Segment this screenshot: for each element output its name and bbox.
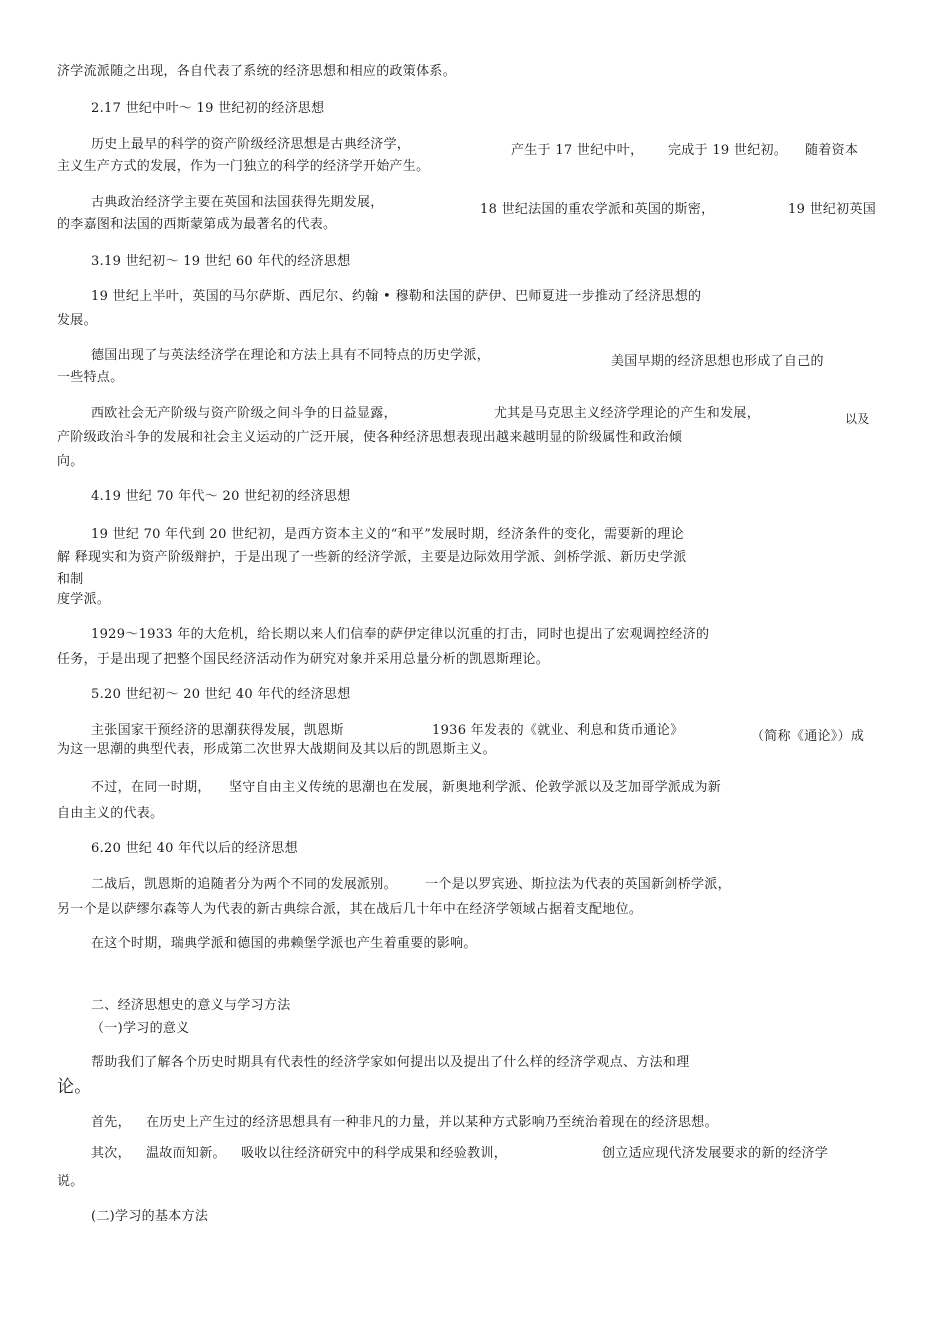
s2-p2-line2: 的李嘉图和法国的西斯蒙第成为最著名的代表。 bbox=[57, 217, 337, 232]
s5-p1-line1-c: （简称《通论》）成 bbox=[751, 729, 865, 744]
s6-p1-line1-a: 二战后，凯恩斯的追随者分为两个不同的发展派别。 bbox=[91, 877, 397, 892]
s5-p1-line1-b: 1936 年发表的《就业、利息和货币通论》 bbox=[432, 723, 684, 738]
s4-p1-line2: 解 释现实和为资产阶级辩护，于是出现了一些新的经济学派，主要是边际效用学派、剑桥学派、新历史学派 bbox=[57, 550, 687, 565]
part2-p2-a: 首先， bbox=[91, 1115, 131, 1130]
s2-p1-line1-b: 产生于 17 世纪中叶， bbox=[511, 143, 644, 158]
s3-p2-line1-b: 美国早期的经济思想也形成了自己的 bbox=[611, 354, 824, 369]
part2-sub2: (二)学习的基本方法 bbox=[91, 1209, 209, 1224]
s3-p3-line1-a: 西欧社会无产阶级与资产阶级之间斗争的日益显露， bbox=[91, 406, 397, 421]
s3-p3-line3: 向。 bbox=[57, 454, 84, 469]
s3-p1-line1: 19 世纪上半叶，英国的马尔萨斯、西尼尔、约翰 • 穆勒和法国的萨伊、巴师夏进一步推动了经济思想的 bbox=[91, 289, 702, 304]
s5-p2-line1-b: 坚守自由主义传统的思潮也在发展，新奥地利学派、伦敦学派以及芝加哥学派成为新 bbox=[229, 780, 722, 795]
part2-sub1: （一)学习的意义 bbox=[91, 1021, 190, 1036]
s4-p1-line4: 度学派。 bbox=[57, 592, 111, 607]
s3-p3-line1-b: 尤其是马克思主义经济学理论的产生和发展， bbox=[494, 406, 761, 421]
part2-p3-c: 吸收以往经济研究中的科学成果和经验教训， bbox=[241, 1146, 508, 1161]
part2-p3-a: 其次， bbox=[91, 1146, 131, 1161]
s2-p2-line1-a: 古典政治经济学主要在英国和法国获得先期发展， bbox=[91, 195, 384, 210]
s3-p1-line2: 发展。 bbox=[57, 313, 97, 328]
section-heading-6: 6.20 世纪 40 年代以后的经济思想 bbox=[91, 841, 298, 856]
part2-heading: 二、经济思想史的意义与学习方法 bbox=[91, 998, 291, 1013]
part2-p3-b: 温故而知新。 bbox=[146, 1146, 226, 1161]
s2-p2-line1-b: 18 世纪法国的重农学派和英国的斯密， bbox=[480, 202, 715, 217]
s6-p1-line2: 另一个是以萨缪尔森等人为代表的新古典综合派，其在战后几十年中在经济学领域占据着支配地位。 bbox=[57, 902, 643, 917]
s3-p2-line2: 一些特点。 bbox=[57, 370, 124, 385]
part2-p3-d: 创立适应现代济发展要求的新的经济学 bbox=[602, 1146, 829, 1161]
section-heading-2: 2.17 世纪中叶～ 19 世纪初的经济思想 bbox=[91, 101, 325, 116]
s3-p3-line2: 产阶级政治斗争的发展和社会主义运动的广泛开展，使各种经济思想表现出越来越明显的阶级属性和政治倾 bbox=[57, 430, 683, 445]
s4-p2-line1: 1929～1933 年的大危机，给长期以来人们信奉的萨伊定律以沉重的打击，同时也提出了宏观调控经济的 bbox=[91, 627, 710, 642]
part2-p1-line1: 帮助我们了解各个历史时期具有代表性的经济学家如何提出以及提出了什么样的经济学观点、方法和理 bbox=[91, 1055, 690, 1070]
s2-p2-line1-c: 19 世纪初英国 bbox=[788, 202, 877, 217]
intro-line: 济学流派随之出现，各自代表了系统的经济思想和相应的政策体系。 bbox=[57, 64, 457, 79]
s3-p2-line1-a: 德国出现了与英法经济学在理论和方法上具有不同特点的历史学派， bbox=[91, 348, 491, 363]
s5-p2-line2: 自由主义的代表。 bbox=[57, 806, 164, 821]
section-heading-5: 5.20 世纪初～ 20 世纪 40 年代的经济思想 bbox=[91, 687, 351, 702]
s6-p1-line1-b: 一个是以罗宾逊、斯拉法为代表的英国新剑桥学派， bbox=[425, 877, 731, 892]
s5-p1-line2: 为这一思潮的典型代表，形成第二次世界大战期间及其以后的凯恩斯主义。 bbox=[57, 742, 496, 757]
s3-p3-line1-c: 以及 bbox=[845, 412, 870, 426]
s4-p2-line2: 任务，于是出现了把整个国民经济活动作为研究对象并采用总量分析的凯恩斯理论。 bbox=[57, 652, 550, 667]
s5-p2-line1-a: 不过，在同一时期， bbox=[91, 780, 211, 795]
part2-p3-line2: 说。 bbox=[57, 1174, 84, 1189]
part2-p1-line2: 论。 bbox=[57, 1077, 92, 1097]
s5-p1-line1-a: 主张国家干预经济的思潮获得发展，凯恩斯 bbox=[91, 723, 344, 738]
s4-p1-line3: 和制 bbox=[57, 572, 84, 587]
s4-p1-line1: 19 世纪 70 年代到 20 世纪初，是西方资本主义的“和平”发展时期，经济条件的变化，需要新的理论 bbox=[91, 527, 684, 542]
s2-p1-line2: 主义生产方式的发展，作为一门独立的科学的经济学开始产生。 bbox=[57, 159, 430, 174]
part2-p2-b: 在历史上产生过的经济思想具有一种非凡的力量，并以某种方式影响乃至统治着现在的经济思想。 bbox=[146, 1115, 718, 1130]
s2-p1-line1-d: 随着资本 bbox=[805, 143, 859, 158]
section-heading-3: 3.19 世纪初～ 19 世纪 60 年代的经济思想 bbox=[91, 254, 351, 269]
s2-p1-line1-c: 完成于 19 世纪初。 bbox=[668, 143, 788, 158]
s2-p1-line1-a: 历史上最早的科学的资产阶级经济思想是古典经济学， bbox=[91, 137, 411, 152]
s6-p2: 在这个时期，瑞典学派和德国的弗赖堡学派也产生着重要的影响。 bbox=[91, 936, 477, 951]
section-heading-4: 4.19 世纪 70 年代～ 20 世纪初的经济思想 bbox=[91, 489, 351, 504]
